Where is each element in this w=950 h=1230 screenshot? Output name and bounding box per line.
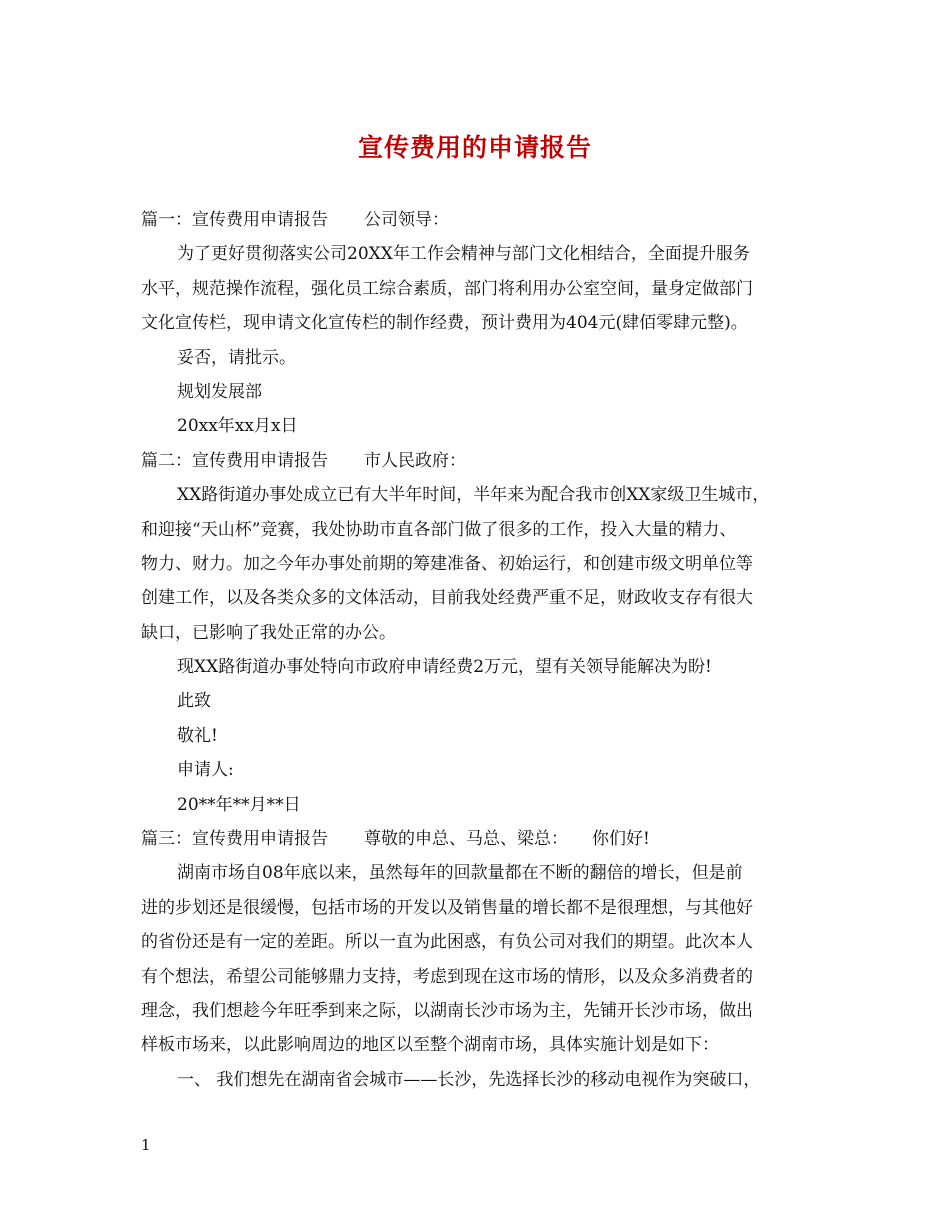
part3-heading: 篇三：宣传费用申请报告: [141, 829, 328, 850]
part3-para-line: 湖南市场自08年底以来，虽然每年的回款量都在不断的翻倍的增长，但是前: [177, 863, 743, 884]
part3-heading-line: [141, 822, 811, 856]
page-number: 1: [141, 1136, 151, 1154]
part2-date: 20**年**月**日: [177, 794, 301, 815]
part3-para-line: 进的步划还是很缓慢，包括市场的开发以及销售量的增长都不是很理想，与其他好: [141, 897, 753, 918]
part1-para-line: 水平，规范操作流程，强化员工综合素质，部门将利用办公室空间，量身定做部门: [141, 278, 753, 299]
part2-para-line: 和迎接“天山杯”竞赛，我处协助市直各部门做了很多的工作，投入大量的精力、: [141, 519, 737, 540]
part3-para-line: 理念，我们想趁今年旺季到来之际，以湖南长沙市场为主，先铺开长沙市场，做出: [141, 1000, 753, 1021]
part2-heading-line: [141, 444, 811, 478]
document-body: [141, 203, 811, 1097]
part1-date: 20xx年xx月x日: [177, 416, 298, 437]
part1-department: 规划发展部: [177, 381, 262, 402]
part1-heading: 篇一：宣传费用申请报告: [141, 210, 328, 230]
part1-heading-line: [141, 203, 811, 237]
part2-para-line: 物力、财力。加之今年办事处前期的筹建准备、初始运行，和创建市级文明单位等: [141, 553, 753, 574]
document-title: 宣传费用的申请报告: [357, 133, 592, 162]
part2-request: 现XX路街道办事处特向市政府申请经费2万元，望有关领导能解决为盼!: [177, 657, 712, 678]
part3-item-1: 一、 我们想先在湖南省会城市——长沙，先选择长沙的移动电视作为突破口，: [177, 1069, 761, 1090]
part1-addressee: 公司领导：: [364, 210, 449, 230]
part1-para-line: 为了更好贯彻落实公司20XX年工作会精神与部门文化相结合，全面提升服务: [177, 244, 750, 265]
part2-salutation: 此致: [177, 691, 211, 712]
part3-para-line: 的省份还是有一定的差距。所以一直为此困惑，有负公司对我们的期望。此次本人: [141, 932, 753, 953]
part2-applicant: 申请人:: [177, 760, 234, 781]
part3-greeting: 你们好!: [592, 829, 650, 850]
part2-para-line: 创建工作，以及各类众多的文体活动，目前我处经费严重不足，财政收支存有很大: [141, 588, 753, 609]
part2-para-line: XX路街道办事处成立已有大半年时间，半年来为配合我市创XX家级卫生城市，: [177, 485, 770, 506]
part3-para-line: 样板市场来，以此影响周边的地区以至整个湖南市场，具体实施计划是如下：: [141, 1035, 719, 1056]
part3-addressee: 尊敬的申总、马总、梁总：: [364, 829, 568, 850]
part2-addressee: 市人民政府：: [364, 450, 466, 471]
part3-para-line: 有个想法，希望公司能够鼎力支持，考虑到现在这市场的情形，以及众多消费者的: [141, 966, 753, 987]
part2-salutation: 敬礼!: [177, 725, 218, 746]
part2-para-line: 缺口，已影响了我处正常的办公。: [141, 622, 396, 643]
part1-para-line: 文化宣传栏，现申请文化宣传栏的制作经费，预计费用为404元(肆佰零肆元整)。: [141, 313, 748, 334]
part2-heading: 篇二：宣传费用申请报告: [141, 450, 328, 471]
part1-closing: 妥否，请批示。: [177, 347, 296, 368]
